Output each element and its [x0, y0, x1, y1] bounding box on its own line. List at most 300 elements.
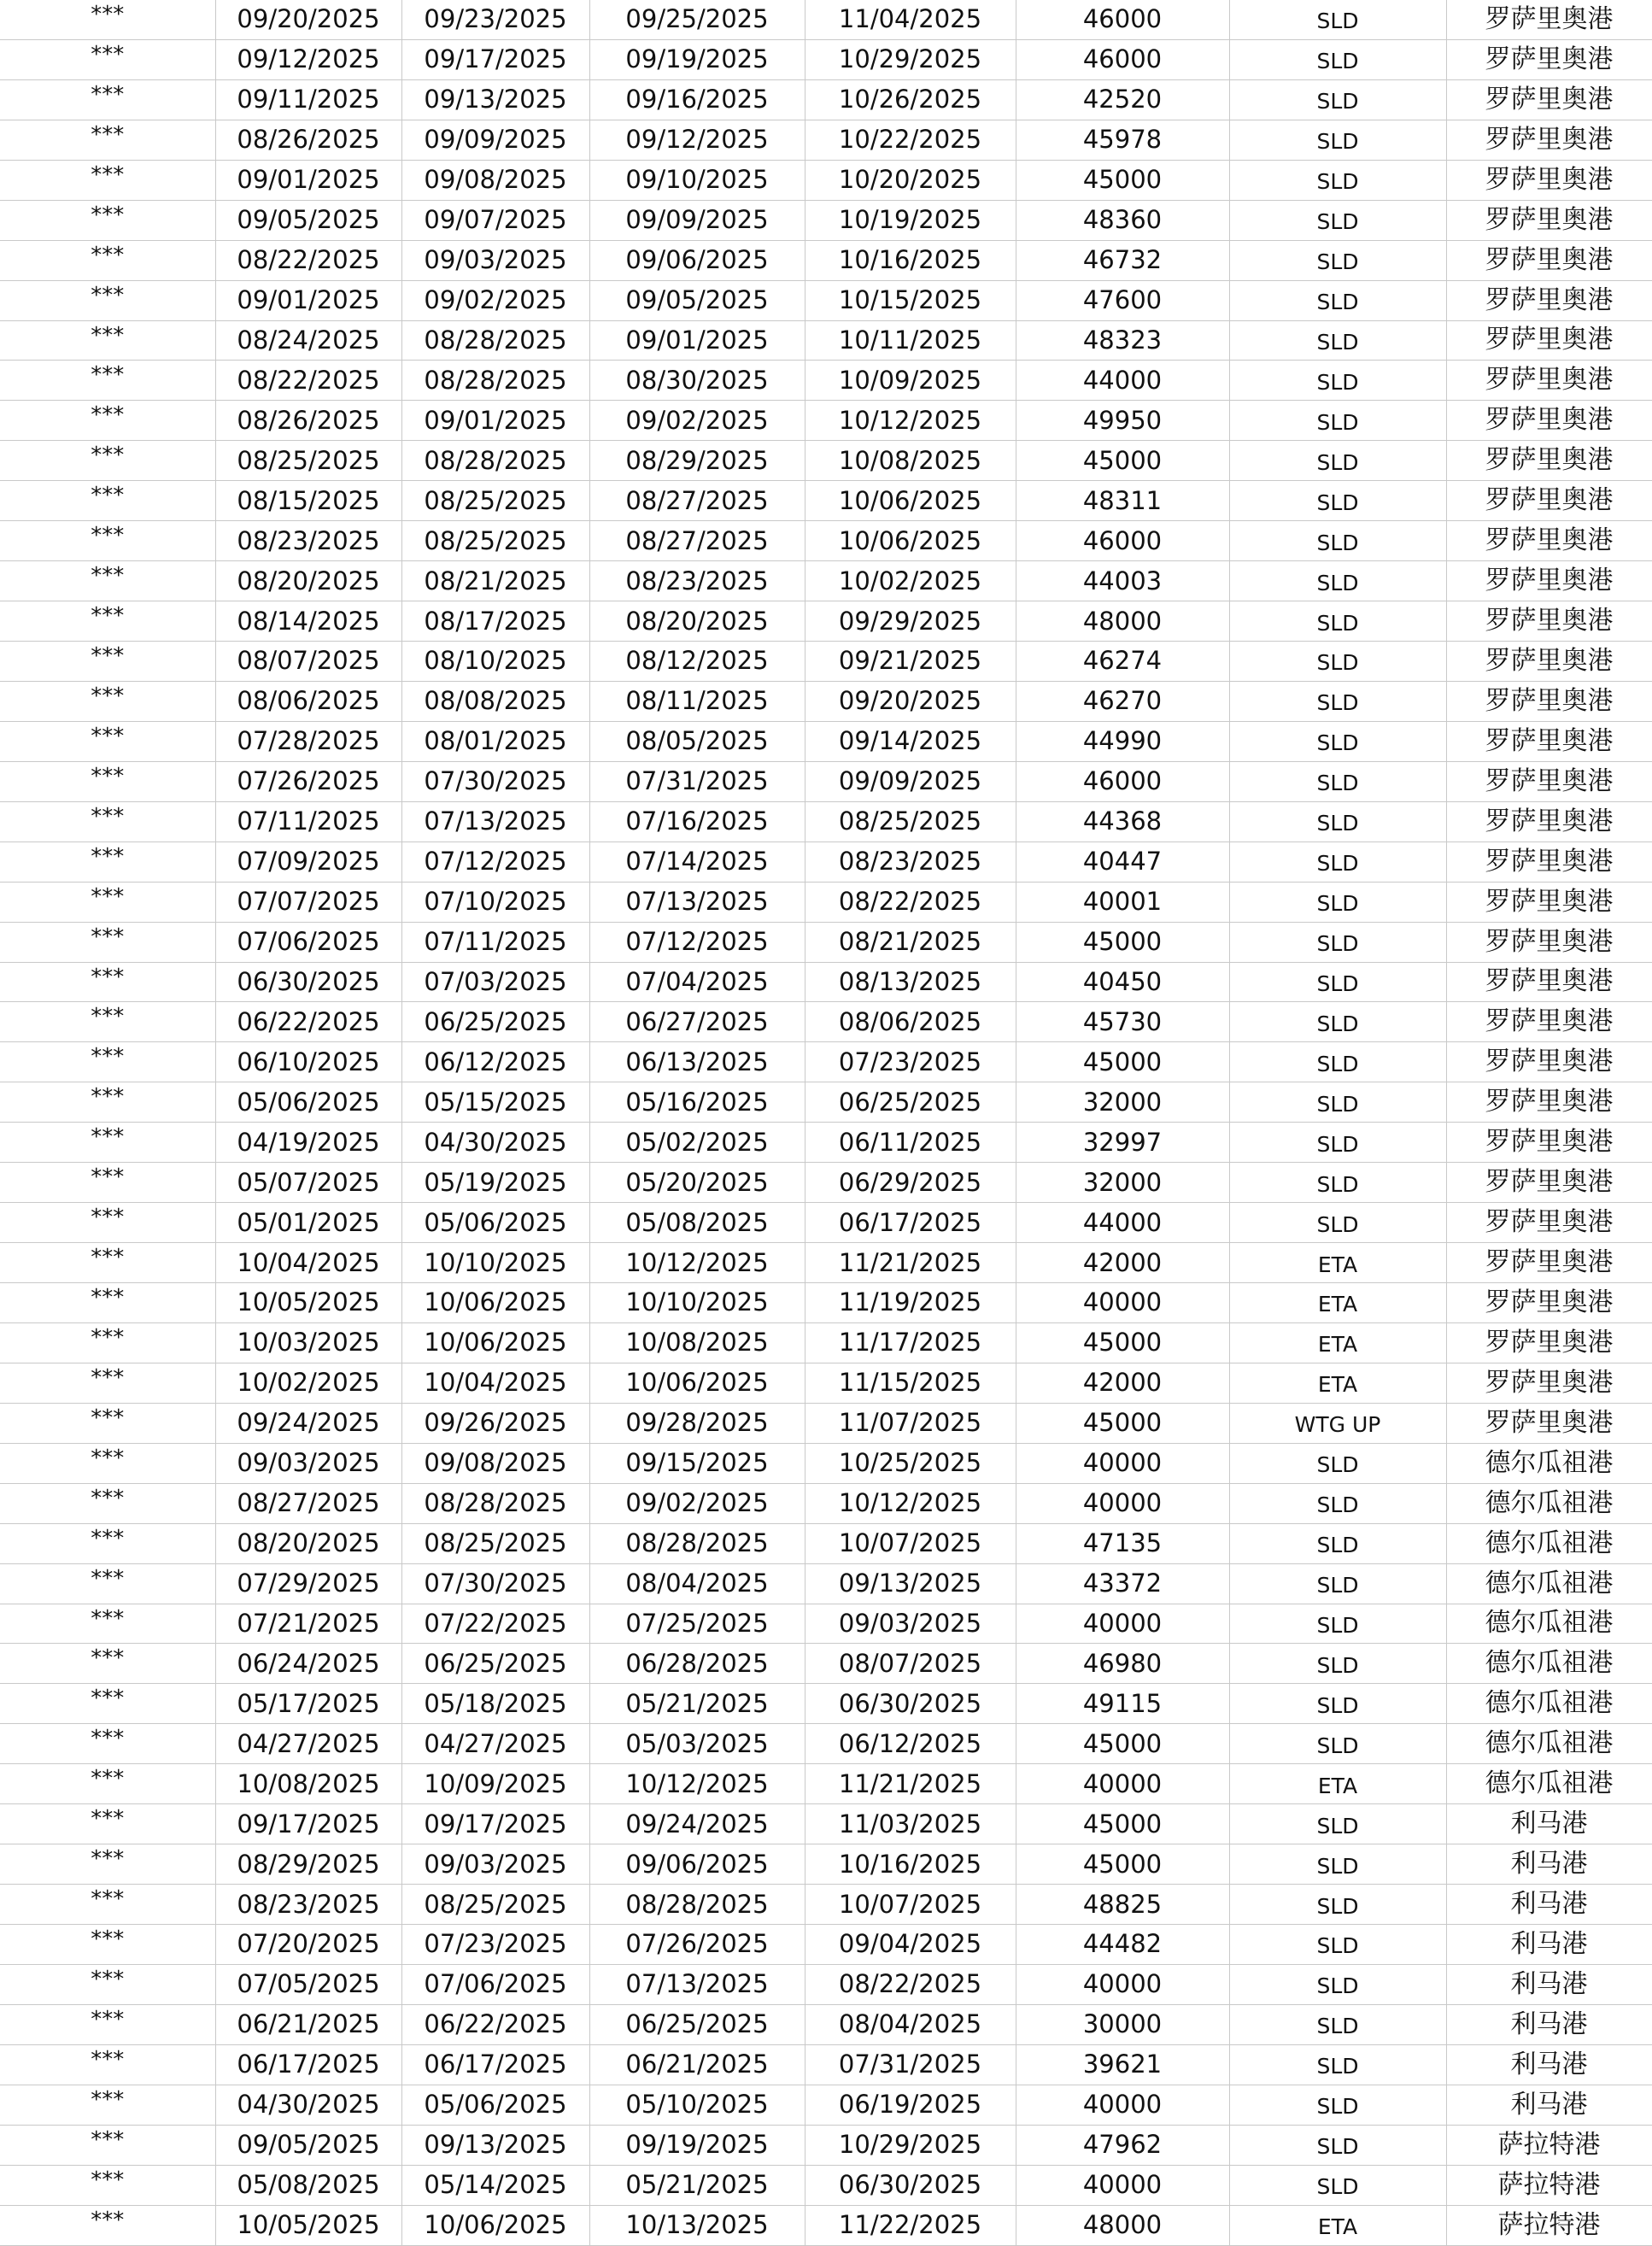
- table-row: [0, 1163, 1652, 1203]
- date-3-cell: 08/27/2025: [589, 521, 805, 561]
- masked-id-cell: ***: [0, 842, 215, 882]
- date-1-cell: 04/27/2025: [215, 1724, 401, 1764]
- date-2-cell: 10/10/2025: [401, 1243, 589, 1283]
- date-2-cell: 05/06/2025: [401, 1203, 589, 1243]
- date-4-cell: 06/17/2025: [805, 1203, 1016, 1243]
- date-1-cell: 10/05/2025: [215, 1283, 401, 1323]
- quantity-cell: 45000: [1016, 1322, 1229, 1363]
- masked-id-cell: ***: [0, 240, 215, 280]
- date-1-cell: 08/15/2025: [215, 481, 401, 521]
- date-1-cell: 07/05/2025: [215, 1964, 401, 2004]
- date-3-cell: 09/19/2025: [589, 2125, 805, 2165]
- date-2-cell: 08/01/2025: [401, 721, 589, 761]
- quantity-cell: 45000: [1016, 441, 1229, 481]
- date-4-cell: 09/21/2025: [805, 642, 1016, 682]
- date-2-cell: 09/03/2025: [401, 240, 589, 280]
- status-cell: SLD: [1229, 1483, 1446, 1523]
- port-cell: 利马港: [1446, 1804, 1652, 1844]
- date-1-cell: 08/22/2025: [215, 240, 401, 280]
- date-2-cell: 09/03/2025: [401, 1844, 589, 1885]
- masked-id-cell: ***: [0, 601, 215, 642]
- quantity-cell: 47962: [1016, 2125, 1229, 2165]
- status-cell: SLD: [1229, 441, 1446, 481]
- port-cell: 德尔瓜祖港: [1446, 1483, 1652, 1523]
- date-2-cell: 06/25/2025: [401, 1644, 589, 1684]
- port-cell: 德尔瓜祖港: [1446, 1563, 1652, 1604]
- date-3-cell: 09/10/2025: [589, 160, 805, 200]
- quantity-cell: 49115: [1016, 1684, 1229, 1724]
- date-1-cell: 09/17/2025: [215, 1804, 401, 1844]
- date-3-cell: 06/28/2025: [589, 1644, 805, 1684]
- masked-id-cell: ***: [0, 481, 215, 521]
- quantity-cell: 46000: [1016, 521, 1229, 561]
- quantity-cell: 44368: [1016, 801, 1229, 842]
- table-row: [0, 1644, 1652, 1684]
- masked-id-cell: ***: [0, 1764, 215, 1804]
- masked-id-cell: ***: [0, 1203, 215, 1243]
- table-row: [0, 1443, 1652, 1483]
- date-2-cell: 08/21/2025: [401, 561, 589, 601]
- status-cell: SLD: [1229, 882, 1446, 922]
- date-3-cell: 08/05/2025: [589, 721, 805, 761]
- quantity-cell: 45000: [1016, 1403, 1229, 1443]
- table-row: [0, 1363, 1652, 1403]
- status-cell: SLD: [1229, 1684, 1446, 1724]
- port-cell: 罗萨里奥港: [1446, 1002, 1652, 1042]
- date-2-cell: 09/23/2025: [401, 0, 589, 39]
- status-cell: SLD: [1229, 721, 1446, 761]
- status-cell: SLD: [1229, 1844, 1446, 1885]
- masked-id-cell: ***: [0, 1885, 215, 1925]
- table-row: [0, 0, 1652, 39]
- date-3-cell: 09/24/2025: [589, 1804, 805, 1844]
- date-4-cell: 10/19/2025: [805, 200, 1016, 240]
- date-2-cell: 08/08/2025: [401, 681, 589, 721]
- port-cell: 罗萨里奥港: [1446, 1203, 1652, 1243]
- quantity-cell: 30000: [1016, 2004, 1229, 2044]
- quantity-cell: 46732: [1016, 240, 1229, 280]
- status-cell: SLD: [1229, 1123, 1446, 1163]
- date-1-cell: 06/10/2025: [215, 1042, 401, 1082]
- port-cell: 罗萨里奥港: [1446, 1163, 1652, 1203]
- date-1-cell: 08/06/2025: [215, 681, 401, 721]
- port-cell: 利马港: [1446, 2044, 1652, 2085]
- date-4-cell: 08/13/2025: [805, 962, 1016, 1002]
- date-1-cell: 08/23/2025: [215, 1885, 401, 1925]
- quantity-cell: 45978: [1016, 120, 1229, 160]
- date-3-cell: 09/19/2025: [589, 39, 805, 79]
- quantity-cell: 48000: [1016, 601, 1229, 642]
- masked-id-cell: ***: [0, 1724, 215, 1764]
- table-row: [0, 521, 1652, 561]
- quantity-cell: 42000: [1016, 1243, 1229, 1283]
- status-cell: SLD: [1229, 681, 1446, 721]
- masked-id-cell: ***: [0, 1082, 215, 1123]
- quantity-cell: 40000: [1016, 1283, 1229, 1323]
- status-cell: ETA: [1229, 1764, 1446, 1804]
- date-1-cell: 07/11/2025: [215, 801, 401, 842]
- port-cell: 罗萨里奥港: [1446, 1322, 1652, 1363]
- status-cell: SLD: [1229, 761, 1446, 801]
- date-4-cell: 08/23/2025: [805, 842, 1016, 882]
- quantity-cell: 40447: [1016, 842, 1229, 882]
- date-3-cell: 05/02/2025: [589, 1123, 805, 1163]
- table-row: [0, 401, 1652, 441]
- date-3-cell: 10/12/2025: [589, 1764, 805, 1804]
- date-4-cell: 11/15/2025: [805, 1363, 1016, 1403]
- date-1-cell: 06/30/2025: [215, 962, 401, 1002]
- table-row: [0, 801, 1652, 842]
- table-row: [0, 240, 1652, 280]
- date-4-cell: 10/11/2025: [805, 320, 1016, 361]
- table-row: [0, 1885, 1652, 1925]
- quantity-cell: 48323: [1016, 320, 1229, 361]
- date-2-cell: 08/28/2025: [401, 361, 589, 401]
- date-4-cell: 11/07/2025: [805, 1403, 1016, 1443]
- date-4-cell: 08/25/2025: [805, 801, 1016, 842]
- port-cell: 利马港: [1446, 1964, 1652, 2004]
- status-cell: SLD: [1229, 1885, 1446, 1925]
- date-4-cell: 06/30/2025: [805, 1684, 1016, 1724]
- date-1-cell: 08/07/2025: [215, 642, 401, 682]
- date-1-cell: 04/19/2025: [215, 1123, 401, 1163]
- date-3-cell: 06/25/2025: [589, 2004, 805, 2044]
- port-cell: 罗萨里奥港: [1446, 882, 1652, 922]
- port-cell: 罗萨里奥港: [1446, 200, 1652, 240]
- table-row: [0, 1082, 1652, 1123]
- status-cell: SLD: [1229, 642, 1446, 682]
- quantity-cell: 44003: [1016, 561, 1229, 601]
- port-cell: 罗萨里奥港: [1446, 601, 1652, 642]
- date-2-cell: 04/27/2025: [401, 1724, 589, 1764]
- date-1-cell: 09/05/2025: [215, 200, 401, 240]
- date-3-cell: 05/21/2025: [589, 1684, 805, 1724]
- quantity-cell: 46000: [1016, 39, 1229, 79]
- date-1-cell: 10/05/2025: [215, 2205, 401, 2245]
- date-1-cell: 05/08/2025: [215, 2165, 401, 2205]
- status-cell: SLD: [1229, 2004, 1446, 2044]
- masked-id-cell: ***: [0, 2004, 215, 2044]
- date-4-cell: 11/22/2025: [805, 2205, 1016, 2245]
- table-row: [0, 481, 1652, 521]
- port-cell: 德尔瓜祖港: [1446, 1523, 1652, 1563]
- port-cell: 罗萨里奥港: [1446, 280, 1652, 320]
- date-4-cell: 10/02/2025: [805, 561, 1016, 601]
- port-cell: 罗萨里奥港: [1446, 79, 1652, 120]
- date-2-cell: 08/28/2025: [401, 320, 589, 361]
- date-2-cell: 08/10/2025: [401, 642, 589, 682]
- date-1-cell: 07/09/2025: [215, 842, 401, 882]
- masked-id-cell: ***: [0, 160, 215, 200]
- date-4-cell: 11/19/2025: [805, 1283, 1016, 1323]
- date-1-cell: 04/30/2025: [215, 2085, 401, 2125]
- status-cell: SLD: [1229, 1724, 1446, 1764]
- date-2-cell: 08/28/2025: [401, 441, 589, 481]
- date-3-cell: 10/06/2025: [589, 1363, 805, 1403]
- date-4-cell: 08/06/2025: [805, 1002, 1016, 1042]
- date-1-cell: 09/12/2025: [215, 39, 401, 79]
- date-2-cell: 05/19/2025: [401, 1163, 589, 1203]
- date-3-cell: 08/27/2025: [589, 481, 805, 521]
- port-cell: 罗萨里奥港: [1446, 0, 1652, 39]
- date-4-cell: 06/30/2025: [805, 2165, 1016, 2205]
- date-2-cell: 09/13/2025: [401, 2125, 589, 2165]
- port-cell: 罗萨里奥港: [1446, 922, 1652, 962]
- status-cell: SLD: [1229, 922, 1446, 962]
- date-1-cell: 08/23/2025: [215, 521, 401, 561]
- table-row: [0, 2125, 1652, 2165]
- date-3-cell: 10/13/2025: [589, 2205, 805, 2245]
- status-cell: SLD: [1229, 240, 1446, 280]
- table-row: [0, 1243, 1652, 1283]
- date-4-cell: 10/16/2025: [805, 240, 1016, 280]
- table-row: [0, 1203, 1652, 1243]
- date-3-cell: 05/21/2025: [589, 2165, 805, 2205]
- date-2-cell: 06/17/2025: [401, 2044, 589, 2085]
- date-1-cell: 05/07/2025: [215, 1163, 401, 1203]
- table-row: [0, 2165, 1652, 2205]
- status-cell: ETA: [1229, 1363, 1446, 1403]
- quantity-cell: 47600: [1016, 280, 1229, 320]
- quantity-cell: 42000: [1016, 1363, 1229, 1403]
- port-cell: 罗萨里奥港: [1446, 1042, 1652, 1082]
- date-3-cell: 07/04/2025: [589, 962, 805, 1002]
- port-cell: 德尔瓜祖港: [1446, 1684, 1652, 1724]
- status-cell: SLD: [1229, 0, 1446, 39]
- port-cell: 罗萨里奥港: [1446, 1283, 1652, 1323]
- date-2-cell: 05/18/2025: [401, 1684, 589, 1724]
- quantity-cell: 46000: [1016, 0, 1229, 39]
- date-1-cell: 09/01/2025: [215, 160, 401, 200]
- status-cell: SLD: [1229, 1042, 1446, 1082]
- date-1-cell: 06/21/2025: [215, 2004, 401, 2044]
- masked-id-cell: ***: [0, 320, 215, 361]
- status-cell: SLD: [1229, 1002, 1446, 1042]
- status-cell: SLD: [1229, 842, 1446, 882]
- date-3-cell: 07/31/2025: [589, 761, 805, 801]
- quantity-cell: 45000: [1016, 1804, 1229, 1844]
- masked-id-cell: ***: [0, 882, 215, 922]
- date-3-cell: 09/15/2025: [589, 1443, 805, 1483]
- date-3-cell: 07/25/2025: [589, 1604, 805, 1644]
- masked-id-cell: ***: [0, 1443, 215, 1483]
- date-2-cell: 07/23/2025: [401, 1925, 589, 1965]
- date-3-cell: 08/29/2025: [589, 441, 805, 481]
- date-3-cell: 09/06/2025: [589, 240, 805, 280]
- status-cell: SLD: [1229, 1604, 1446, 1644]
- date-1-cell: 09/01/2025: [215, 280, 401, 320]
- status-cell: SLD: [1229, 601, 1446, 642]
- status-cell: SLD: [1229, 561, 1446, 601]
- port-cell: 罗萨里奥港: [1446, 1243, 1652, 1283]
- status-cell: SLD: [1229, 1203, 1446, 1243]
- table-row: [0, 761, 1652, 801]
- date-1-cell: 06/22/2025: [215, 1002, 401, 1042]
- date-4-cell: 09/29/2025: [805, 601, 1016, 642]
- date-4-cell: 10/09/2025: [805, 361, 1016, 401]
- port-cell: 罗萨里奥港: [1446, 801, 1652, 842]
- date-3-cell: 09/02/2025: [589, 401, 805, 441]
- table-row: [0, 1403, 1652, 1443]
- date-4-cell: 10/25/2025: [805, 1443, 1016, 1483]
- date-4-cell: 11/03/2025: [805, 1804, 1016, 1844]
- status-cell: SLD: [1229, 962, 1446, 1002]
- date-3-cell: 08/30/2025: [589, 361, 805, 401]
- masked-id-cell: ***: [0, 681, 215, 721]
- date-1-cell: 08/26/2025: [215, 401, 401, 441]
- date-3-cell: 06/21/2025: [589, 2044, 805, 2085]
- masked-id-cell: ***: [0, 1563, 215, 1604]
- port-cell: 罗萨里奥港: [1446, 481, 1652, 521]
- table-row: [0, 1964, 1652, 2004]
- masked-id-cell: ***: [0, 1363, 215, 1403]
- table-row: [0, 1123, 1652, 1163]
- masked-id-cell: ***: [0, 1804, 215, 1844]
- port-cell: 利马港: [1446, 2004, 1652, 2044]
- table-row: [0, 1844, 1652, 1885]
- quantity-cell: 45730: [1016, 1002, 1229, 1042]
- table-row: [0, 2004, 1652, 2044]
- date-3-cell: 05/16/2025: [589, 1082, 805, 1123]
- date-1-cell: 08/20/2025: [215, 561, 401, 601]
- quantity-cell: 46270: [1016, 681, 1229, 721]
- masked-id-cell: ***: [0, 361, 215, 401]
- date-2-cell: 06/12/2025: [401, 1042, 589, 1082]
- status-cell: SLD: [1229, 521, 1446, 561]
- date-1-cell: 10/03/2025: [215, 1322, 401, 1363]
- quantity-cell: 42520: [1016, 79, 1229, 120]
- port-cell: 利马港: [1446, 1885, 1652, 1925]
- date-3-cell: 09/09/2025: [589, 200, 805, 240]
- port-cell: 利马港: [1446, 1844, 1652, 1885]
- date-2-cell: 07/06/2025: [401, 1964, 589, 2004]
- date-3-cell: 08/20/2025: [589, 601, 805, 642]
- status-cell: SLD: [1229, 1563, 1446, 1604]
- masked-id-cell: ***: [0, 1483, 215, 1523]
- table-row: [0, 1604, 1652, 1644]
- port-cell: 德尔瓜祖港: [1446, 1443, 1652, 1483]
- port-cell: 罗萨里奥港: [1446, 721, 1652, 761]
- port-cell: 罗萨里奥港: [1446, 160, 1652, 200]
- table-row: [0, 79, 1652, 120]
- date-1-cell: 05/01/2025: [215, 1203, 401, 1243]
- date-2-cell: 10/09/2025: [401, 1764, 589, 1804]
- date-1-cell: 08/25/2025: [215, 441, 401, 481]
- status-cell: SLD: [1229, 1804, 1446, 1844]
- status-cell: SLD: [1229, 280, 1446, 320]
- port-cell: 罗萨里奥港: [1446, 761, 1652, 801]
- masked-id-cell: ***: [0, 280, 215, 320]
- table-row: [0, 2085, 1652, 2125]
- date-2-cell: 05/14/2025: [401, 2165, 589, 2205]
- quantity-cell: 48360: [1016, 200, 1229, 240]
- port-cell: 罗萨里奥港: [1446, 842, 1652, 882]
- table-row: [0, 681, 1652, 721]
- masked-id-cell: ***: [0, 1925, 215, 1965]
- quantity-cell: 46000: [1016, 761, 1229, 801]
- quantity-cell: 46980: [1016, 1644, 1229, 1684]
- date-2-cell: 09/17/2025: [401, 1804, 589, 1844]
- port-cell: 罗萨里奥港: [1446, 962, 1652, 1002]
- date-4-cell: 06/25/2025: [805, 1082, 1016, 1123]
- date-3-cell: 10/12/2025: [589, 1243, 805, 1283]
- quantity-cell: 47135: [1016, 1523, 1229, 1563]
- date-3-cell: 05/08/2025: [589, 1203, 805, 1243]
- quantity-cell: 45000: [1016, 160, 1229, 200]
- port-cell: 萨拉特港: [1446, 2205, 1652, 2245]
- status-cell: SLD: [1229, 481, 1446, 521]
- date-4-cell: 08/22/2025: [805, 882, 1016, 922]
- date-3-cell: 09/05/2025: [589, 280, 805, 320]
- table-row: [0, 642, 1652, 682]
- quantity-cell: 46274: [1016, 642, 1229, 682]
- date-1-cell: 10/08/2025: [215, 1764, 401, 1804]
- port-cell: 罗萨里奥港: [1446, 681, 1652, 721]
- date-2-cell: 07/12/2025: [401, 842, 589, 882]
- date-1-cell: 09/20/2025: [215, 0, 401, 39]
- date-1-cell: 07/29/2025: [215, 1563, 401, 1604]
- date-4-cell: 10/06/2025: [805, 481, 1016, 521]
- date-4-cell: 10/08/2025: [805, 441, 1016, 481]
- date-4-cell: 10/12/2025: [805, 401, 1016, 441]
- date-3-cell: 10/10/2025: [589, 1283, 805, 1323]
- date-1-cell: 08/24/2025: [215, 320, 401, 361]
- date-3-cell: 08/12/2025: [589, 642, 805, 682]
- date-2-cell: 10/06/2025: [401, 2205, 589, 2245]
- table-row: [0, 601, 1652, 642]
- masked-id-cell: ***: [0, 1002, 215, 1042]
- quantity-cell: 40000: [1016, 1443, 1229, 1483]
- masked-id-cell: ***: [0, 642, 215, 682]
- date-4-cell: 09/14/2025: [805, 721, 1016, 761]
- port-cell: 罗萨里奥港: [1446, 521, 1652, 561]
- masked-id-cell: ***: [0, 1604, 215, 1644]
- date-4-cell: 09/03/2025: [805, 1604, 1016, 1644]
- status-cell: SLD: [1229, 361, 1446, 401]
- date-4-cell: 11/21/2025: [805, 1764, 1016, 1804]
- date-2-cell: 06/22/2025: [401, 2004, 589, 2044]
- date-2-cell: 09/01/2025: [401, 401, 589, 441]
- port-cell: 罗萨里奥港: [1446, 1082, 1652, 1123]
- date-1-cell: 07/06/2025: [215, 922, 401, 962]
- status-cell: SLD: [1229, 1925, 1446, 1965]
- date-3-cell: 09/16/2025: [589, 79, 805, 120]
- table-row: [0, 39, 1652, 79]
- table-row: [0, 882, 1652, 922]
- date-1-cell: 08/27/2025: [215, 1483, 401, 1523]
- date-3-cell: 08/28/2025: [589, 1523, 805, 1563]
- quantity-cell: 40000: [1016, 2165, 1229, 2205]
- date-4-cell: 07/23/2025: [805, 1042, 1016, 1082]
- date-2-cell: 07/10/2025: [401, 882, 589, 922]
- port-cell: 罗萨里奥港: [1446, 401, 1652, 441]
- date-3-cell: 08/23/2025: [589, 561, 805, 601]
- table-row: [0, 842, 1652, 882]
- date-2-cell: 08/25/2025: [401, 481, 589, 521]
- port-cell: 罗萨里奥港: [1446, 642, 1652, 682]
- date-4-cell: 07/31/2025: [805, 2044, 1016, 2085]
- table-row: [0, 1563, 1652, 1604]
- port-cell: 罗萨里奥港: [1446, 39, 1652, 79]
- date-3-cell: 09/28/2025: [589, 1403, 805, 1443]
- table-row: [0, 1322, 1652, 1363]
- masked-id-cell: ***: [0, 1163, 215, 1203]
- port-cell: 罗萨里奥港: [1446, 441, 1652, 481]
- table-row: [0, 320, 1652, 361]
- date-2-cell: 08/25/2025: [401, 1523, 589, 1563]
- table-row: [0, 1764, 1652, 1804]
- date-2-cell: 08/25/2025: [401, 1885, 589, 1925]
